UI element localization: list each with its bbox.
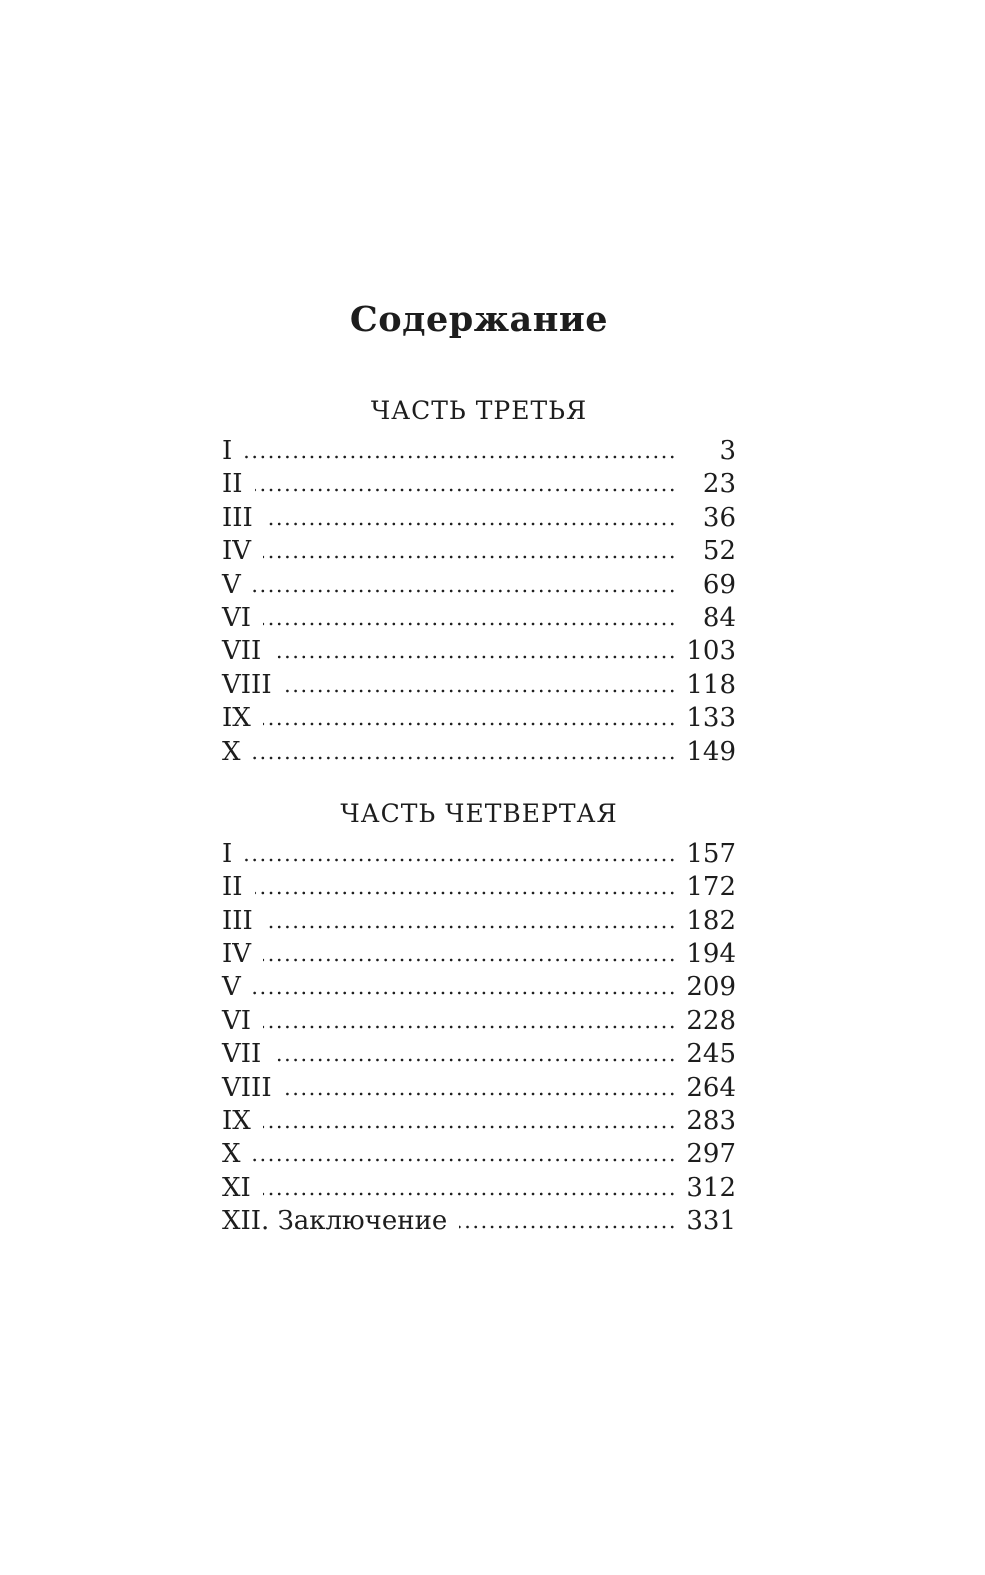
chapter-label: IX	[222, 702, 263, 735]
chapter-label: V	[222, 569, 253, 602]
toc-entry[interactable]	[222, 1105, 736, 1138]
toc-entry[interactable]	[222, 905, 736, 938]
chapter-label: IV	[222, 938, 263, 971]
toc-entry[interactable]	[222, 871, 736, 904]
toc-entry[interactable]	[222, 1072, 736, 1105]
page-number: 103	[674, 635, 736, 668]
chapter-label: VI	[222, 602, 263, 635]
toc-entry[interactable]	[222, 635, 736, 668]
toc-entry[interactable]	[222, 435, 736, 468]
page-number: 245	[674, 1038, 736, 1071]
page-number: 36	[678, 502, 736, 535]
toc-entry[interactable]	[222, 468, 736, 501]
page-number: 69	[678, 569, 736, 602]
chapter-label: VI	[222, 1005, 263, 1038]
page-number: 264	[674, 1072, 736, 1105]
toc-entry[interactable]	[222, 602, 736, 635]
chapter-label: X	[222, 736, 253, 769]
page-number: 331	[674, 1205, 736, 1238]
page-title: Содержание	[349, 299, 609, 340]
toc-entry[interactable]	[222, 1005, 736, 1038]
chapter-label: VII	[222, 635, 273, 668]
page-number: 118	[674, 669, 736, 702]
toc-entry[interactable]	[222, 838, 736, 871]
chapter-label: XII. Заключение	[222, 1205, 459, 1238]
chapter-label: IV	[222, 535, 263, 568]
section-heading: ЧАСТЬ ЧЕТВЕРТАЯ	[340, 798, 618, 828]
toc-entry[interactable]	[222, 702, 736, 735]
chapter-label: III	[222, 905, 265, 938]
page-number: 182	[674, 905, 736, 938]
page-number: 297	[674, 1138, 736, 1171]
page-number: 3	[678, 435, 736, 468]
toc-entry[interactable]	[222, 569, 736, 602]
toc-entry[interactable]	[222, 938, 736, 971]
chapter-label: II	[222, 871, 255, 904]
chapter-label: II	[222, 468, 255, 501]
page-number: 52	[678, 535, 736, 568]
toc-section	[222, 798, 736, 1239]
page-number: 312	[674, 1172, 736, 1205]
page-number: 157	[674, 838, 736, 871]
chapter-label: VIII	[222, 669, 284, 702]
toc-entry[interactable]	[222, 1138, 736, 1171]
page-number: 84	[678, 602, 736, 635]
page-number: 194	[674, 938, 736, 971]
toc-entry[interactable]	[222, 1172, 736, 1205]
page-number: 172	[674, 871, 736, 904]
section-heading: ЧАСТЬ ТРЕТЬЯ	[370, 396, 588, 425]
toc-entry[interactable]	[222, 535, 736, 568]
toc-entry[interactable]	[222, 669, 736, 702]
chapter-label: X	[222, 1138, 253, 1171]
page-number: 149	[674, 736, 736, 769]
chapter-label: I	[222, 838, 244, 871]
page-number: 133	[674, 702, 736, 735]
page-number: 283	[674, 1105, 736, 1138]
toc-entry[interactable]	[222, 502, 736, 535]
toc-sections	[222, 395, 736, 1239]
page-number: 209	[674, 971, 736, 1004]
toc-entry[interactable]	[222, 1038, 736, 1071]
section-entries	[222, 435, 736, 769]
page-number: 228	[674, 1005, 736, 1038]
chapter-label: IX	[222, 1105, 263, 1138]
chapter-label: I	[222, 435, 244, 468]
toc-entry[interactable]	[222, 971, 736, 1004]
page-number: 23	[678, 468, 736, 501]
chapter-label: VIII	[222, 1072, 284, 1105]
chapter-label: XI	[222, 1172, 263, 1205]
toc-entry[interactable]	[222, 1205, 736, 1238]
chapter-label: V	[222, 971, 253, 1004]
section-entries	[222, 838, 736, 1239]
table-of-contents	[222, 298, 736, 1239]
chapter-label: VII	[222, 1038, 273, 1071]
chapter-label: III	[222, 502, 265, 535]
toc-section	[222, 395, 736, 769]
toc-entry[interactable]	[222, 736, 736, 769]
